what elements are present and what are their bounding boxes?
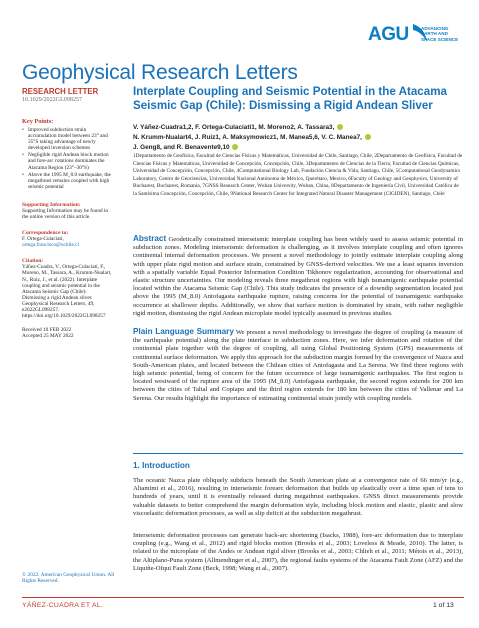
- correspondence-name: F. Ortega-Culaciati,: [22, 236, 64, 243]
- body-paragraph: The oceanic Nazca plate obliquely subducts beneath the South American plate at a convergence rate of 66 mm/yr (e.g., Altamimi et al., 2016), resulting in interseismic forearc deformation that builds up elastically over a time span of tens to hundreds of years, until it is eventually released during megathrust earthquakes. GNSS direct measurements provide valuable datasets to better comprehend the margin deformation style, including block motion and elastic, plastic and slow viscoelastic deformation processes, as well as slip deficit at the subduction megathrust.: [133, 477, 463, 517]
- key-point: • Negligible rigid Andean block motion and fore-arc rotations dominates the Atacama Region (23°–30°S): [22, 152, 112, 170]
- key-point: • Improved subduction strain accumulation model between 23° and 35°S taking advantage of newly developed inversion schemes: [22, 127, 112, 151]
- orcid-icon[interactable]: [232, 144, 238, 150]
- abstract-heading: Abstract: [133, 234, 167, 243]
- supporting-info-text: Supporting Information may be found in the online version of this article.: [22, 207, 109, 221]
- agu-logo-word: AGU: [368, 24, 409, 45]
- received-date: Received 10 FEB 2022: [22, 327, 72, 334]
- page-number: 1 of 13: [433, 602, 454, 609]
- author-list: V. Yáñez-Cuadra1,2, F. Ortega-Culaciati1, M. Moreno2, A. Tassara3, N. Krumm-Nualart4, J. Ruiz1, A. Maksymowicz1, M. Manea5,6, V. C. Manea7, J. Geng8, and R. Benavente9,10: [133, 123, 463, 153]
- citation-text: Yáñez-Cuadra, V., Ortega-Culaciati, F., Moreno, M., Tassara, A., Krumm-Nualart, N., Ruiz, J., et al. (2022). Interplate coupling and seismic potential in the Atacama Seismic Gap (Chile): Dismissing a rigid Andean sliver. Geophysical Research Letters, 49, e2022GL098257. https://doi.org/10.1029/2022GL098257: [22, 264, 112, 320]
- affiliations: 1Departamento de Geofísica, Facultad de Ciencias Físicas y Matemáticas, Universidad de Chile, Santiago, Chile, 2Departamento de Geofísica, Facultad de Ciencias Físicas y Matemáticas, Universidad de Concepción, Concepción, Chile, 3Departamento de Ciencias de la Tierra, Facultad de Ciencias Químicas, Universidad de Concepción, Concepción, Chile, 4Computational Biology Lab, Fundación Ciencia & Vida, Santiago, Chile, 5Computational Geodynamics Laboratory, Centro de Geociencias, Universidad Nacional Autónoma de México, Querétaro, Mexico, 6Faculty of Geology and Geophysics, University of Bucharest, Bucharest, Romania, 7GNSS Research Center, Wuhan University, Wuhan, China, 8Departamento de Ingeniería Civil, Universidad Católica de la Santísima Concepción, Concepción, Chile, 9National Research Center for Integrated Natural Disaster Management (CIGIDEN), Santiago, Chile: [133, 153, 463, 197]
- correspondence-email[interactable]: ortega.francisco@uchile.cl: [22, 242, 79, 249]
- article-title: Interplate Coupling and Seismic Potential in the Atacama Seismic Gap (Chile): Dismissing a Rigid Andean Sliver: [133, 85, 447, 112]
- section-divider: [133, 453, 463, 454]
- document-type: RESEARCH LETTER: [22, 87, 99, 96]
- pls-heading: Plain Language Summary: [133, 327, 234, 336]
- accepted-date: Accepted 25 MAY 2022: [22, 333, 74, 340]
- citation-heading: Citation:: [22, 258, 44, 265]
- running-author: YÁÑEZ-CUADRA ET AL.: [22, 602, 104, 609]
- journal-title: Geophysical Research Letters: [22, 61, 298, 84]
- key-points-list: [22, 127, 112, 190]
- sidebar: [22, 87, 112, 339]
- key-point: • Above the 1995 M_8.0 earthquake, the megathrust remains coupled with high seismic potential: [22, 172, 112, 190]
- key-points-heading: Key Points:: [22, 118, 54, 125]
- plain-language-summary: [133, 328, 463, 403]
- copyright-notice: © 2022. American Geophysical Union. All Rights Reserved.: [22, 572, 115, 585]
- footer-rule: [22, 597, 464, 598]
- abstract-text: Geodetically constrained interseismic interplate coupling has been widely used to assess seismic potential in subduction zones. Modeling interseismic deformation is challenging, as it involves interplate coupling and often ignores continental internal deformation processes. We present a novel methodology to jointly estimate interplate coupling along with upper plate rigid motion and surface strain, constrained by GNSS-derived velocities. We use a least squares inversion with a spatially variable Equal Posterior Information Condition Tikhonov regularization, accounting for observational and elastic structure uncertainties. Our modeling reveals three megathrust regions with high tsunamigenic earthquake potential located within the Atacama Seismic Gap (Chile). This study indicates the presence of a downdip segmentation located just above the 1995 (M_8.0) Antofagasta earthquake rupture, raising concerns for the potential of tsunamigenic earthquake occurrence at shallower depths. Additionally, we show that surface motion is dominated by strain, with rather negligible rigid motion, dismissing the rigid Andean microplate model typically assumed in previous studies.: [133, 236, 463, 317]
- agu-tagline: ADVANCING EARTH AND SPACE SCIENCE: [421, 26, 459, 42]
- abstract: [133, 235, 463, 318]
- doi: 10.1029/2022GL098257: [22, 97, 83, 103]
- section-heading: 1. Introduction: [133, 461, 190, 470]
- supporting-info-heading: Supporting Information:: [22, 201, 81, 208]
- orcid-icon[interactable]: [337, 124, 343, 130]
- orcid-icon[interactable]: [365, 134, 371, 140]
- pls-text: We present a novel methodology to investigate the degree of coupling (a measure of the earthquake potential) along the plate interface in subduction zones. Here, we infer deformation and rotation of the continental plate together with the degree of coupling, all using Global Positioning System (GPS) measurements of continental surface deformation. We apply this approach for the subduction margin formed by the convergence of Nazca and South-American plates, and located between the Chilean cities of Antofagasta and La Serena. We find three regions with high seismic potential, being of concern for the future occurrence of large tsunamigenic earthquakes. The first region is located westward of the rupture area of the 1995 (M_8.0) Antofagasta earthquake, the second region extends for 200 km between the cities of Taltal and Copiapo and the third region extends for 180 km between the cities of Vallenar and La Serena. Our results highlight the importance of estimating continental strain jointly with coupling models.: [133, 329, 463, 402]
- body-paragraph: Interseismic deformation processes can generate back-arc shortening (Isacks, 1988), fore-arc deformation due to interplate coupling (e.g., Wang et al., 2012) and rigid blocks motion (Brooks et al., 2003; Loveless & Meade, 2010). The latter, is related to the microplate of the Andes or Andean rigid sliver (Brooks et al., 2003; Chlieh et al., 2011; Métois et al., 2013), the Altiplano-Puna system (Allmendinger et al., 2007), the regional faults systems of the Atacama Fault Zone (AFZ) and the Liquiñe-Ofqui Fault Zone (Beck, 1998; Wang et al., 2007).: [133, 532, 463, 572]
- correspondence-heading: Correspondence to:: [22, 230, 69, 237]
